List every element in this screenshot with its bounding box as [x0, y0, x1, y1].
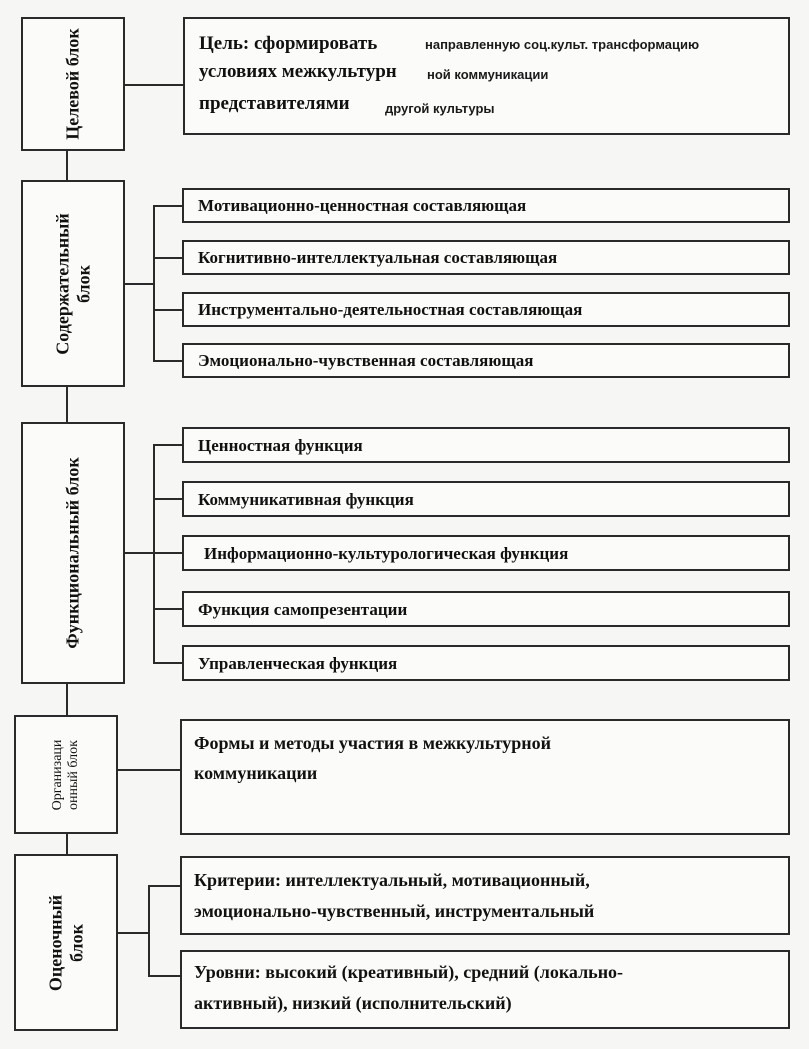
goal-line2-overlay: ной коммуникации [427, 67, 549, 82]
evaluative-block [14, 854, 118, 1031]
content-trunk [124, 283, 154, 285]
organizational-item-line1: Формы и методы участия в межкультурной [194, 733, 551, 753]
evaluative-block-label-line1: Оценочный [45, 894, 66, 991]
evaluative-branch-2 [148, 975, 182, 977]
functional-item-5: Управленческая функция [182, 645, 790, 681]
content-block-label-line2: блок [73, 264, 93, 303]
evaluative-block-label [45, 894, 86, 990]
target-block-label: Целевой блок [62, 28, 83, 140]
levels-line2: активный), низкий (исполнительский) [194, 993, 512, 1013]
content-branch-3 [153, 309, 183, 311]
content-block-label-line1: Содержательный [52, 212, 73, 355]
spine-1 [66, 150, 68, 182]
content-item-4: Эмоционально-чувственная составляющая [182, 343, 790, 378]
functional-item-3: Информационно-культурологическая функция [182, 535, 790, 571]
organizational-block-label [50, 739, 82, 810]
functional-item-1: Ценностная функция [182, 427, 790, 463]
criteria-line1: Критерии: интеллектуальный, мотивационный, [194, 870, 590, 890]
goal-line3-main: представителями [199, 93, 350, 114]
content-item-3: Инструментально-деятельностная составляющая [182, 292, 790, 327]
evaluative-bracket [148, 885, 150, 976]
organizational-block-label-line2: онный блок [66, 739, 81, 810]
goal-box [183, 17, 790, 135]
organizational-item [180, 719, 790, 835]
goal-line3-overlay: другой культуры [385, 101, 495, 116]
functional-item-2: Коммуникативная функция [182, 481, 790, 517]
evaluative-branch-1 [148, 885, 182, 887]
spine-3 [66, 683, 68, 716]
content-branch-1 [153, 205, 183, 207]
functional-block [21, 422, 125, 684]
content-item-1: Мотивационно-ценностная составляющая [182, 188, 790, 223]
goal-line1-main: Цель: сформировать [199, 33, 378, 54]
organizational-block-label-line1: Организаци [49, 739, 65, 810]
functional-block-label: Функциональный блок [62, 457, 83, 649]
functional-branch-2 [153, 498, 183, 500]
organizational-item-line2: коммуникации [194, 763, 318, 783]
functional-branch-1 [153, 444, 183, 446]
goal-line2-main: условиях межкультурн [199, 61, 397, 82]
functional-item-4: Функция самопрезентации [182, 591, 790, 627]
content-branch-2 [153, 257, 183, 259]
organizational-connector [117, 769, 182, 771]
functional-branch-5 [153, 662, 183, 664]
criteria-line2: эмоционально-чувственный, инструментальный [194, 901, 595, 921]
evaluative-trunk [117, 932, 149, 934]
functional-trunk [124, 552, 154, 554]
content-branch-4 [153, 360, 183, 362]
target-connector [124, 84, 185, 86]
evaluative-block-label-line2: блок [66, 923, 86, 962]
spine-2 [66, 386, 68, 424]
organizational-block [14, 715, 118, 834]
goal-line1-overlay: направленную соц.культ. трансформацию [425, 37, 700, 52]
content-block-label [52, 213, 93, 354]
levels-line1: Уровни: высокий (креативный), средний (локально- [194, 962, 624, 982]
functional-branch-4 [153, 608, 183, 610]
target-block [21, 17, 125, 151]
content-block [21, 180, 125, 387]
criteria-item [180, 856, 790, 935]
content-item-2: Когнитивно-интеллектуальная составляющая [182, 240, 790, 275]
levels-item [180, 950, 790, 1029]
spine-4 [66, 833, 68, 855]
functional-branch-3 [153, 552, 183, 554]
